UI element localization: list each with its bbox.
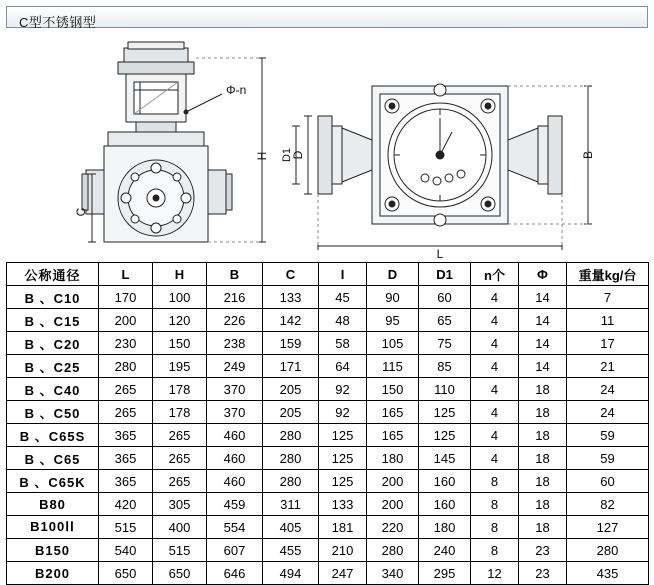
cell-C: 455: [263, 539, 319, 562]
cell-B: 249: [207, 355, 263, 378]
column-header-B: B: [207, 263, 263, 286]
column-header-weight: 重量kg/台: [567, 263, 649, 286]
table-row: [7, 470, 649, 493]
cell-C: 159: [263, 332, 319, 355]
cell-model: B 、C50: [7, 401, 99, 424]
technical-drawing: [0, 28, 654, 260]
cell-model: B 、C40: [7, 378, 99, 401]
cell-D1: 160: [419, 493, 471, 516]
cell-weight: 82: [567, 493, 649, 516]
cell-L: 170: [99, 286, 153, 309]
cell-n: 4: [471, 378, 519, 401]
cell-H: 265: [153, 424, 207, 447]
cell-L: 515: [99, 516, 153, 539]
cell-weight: 127: [567, 516, 649, 539]
cell-C: 205: [263, 378, 319, 401]
cell-D: 180: [367, 447, 419, 470]
cell-C: 311: [263, 493, 319, 516]
cell-B: 238: [207, 332, 263, 355]
column-header-D: D: [367, 263, 419, 286]
cell-D1: 125: [419, 401, 471, 424]
label-B: B: [581, 150, 595, 160]
cell-B: 460: [207, 447, 263, 470]
cell-H: 265: [153, 470, 207, 493]
cell-D1: 160: [419, 470, 471, 493]
cell-H: 120: [153, 309, 207, 332]
cell-n: 4: [471, 309, 519, 332]
cell-H: 400: [153, 516, 207, 539]
cell-B: 646: [207, 562, 263, 585]
cell-weight: 24: [567, 378, 649, 401]
cell-weight: 60: [567, 470, 649, 493]
cell-phi: 18: [519, 378, 567, 401]
table-row: [7, 539, 649, 562]
cell-I: 210: [319, 539, 367, 562]
cell-C: 142: [263, 309, 319, 332]
cell-D: 200: [367, 470, 419, 493]
table-row: [7, 516, 649, 539]
cell-weight: 11: [567, 309, 649, 332]
cell-I: 92: [319, 401, 367, 424]
cell-B: 370: [207, 378, 263, 401]
cell-D1: 295: [419, 562, 471, 585]
cell-model: B200: [7, 562, 99, 585]
table-row: [7, 378, 649, 401]
cell-B: 460: [207, 424, 263, 447]
cell-I: 247: [319, 562, 367, 585]
cell-D1: 240: [419, 539, 471, 562]
cell-n: 12: [471, 562, 519, 585]
cell-B: 554: [207, 516, 263, 539]
cell-model: B80: [7, 493, 99, 516]
right-view: [292, 84, 592, 250]
cell-model: B150: [7, 539, 99, 562]
cell-H: 305: [153, 493, 207, 516]
cell-C: 280: [263, 424, 319, 447]
cell-L: 650: [99, 562, 153, 585]
cell-phi: 14: [519, 309, 567, 332]
cell-B: 459: [207, 493, 263, 516]
cell-D1: 145: [419, 447, 471, 470]
cell-phi: 14: [519, 286, 567, 309]
cell-I: 64: [319, 355, 367, 378]
cell-model: B100ⅠⅠ: [7, 516, 99, 539]
table-row: [7, 355, 649, 378]
cell-D1: 125: [419, 424, 471, 447]
cell-D: 165: [367, 424, 419, 447]
table-row: [7, 401, 649, 424]
cell-C: 280: [263, 470, 319, 493]
cell-I: 92: [319, 378, 367, 401]
cell-phi: 14: [519, 355, 567, 378]
column-header-phi: Φ: [519, 263, 567, 286]
cell-H: 515: [153, 539, 207, 562]
cell-model: B 、C20: [7, 332, 99, 355]
cell-D: 220: [367, 516, 419, 539]
cell-I: 181: [319, 516, 367, 539]
cell-C: 494: [263, 562, 319, 585]
cell-n: 8: [471, 470, 519, 493]
cell-C: 205: [263, 401, 319, 424]
cell-weight: 7: [567, 286, 649, 309]
left-view: [82, 42, 266, 242]
cell-D: 150: [367, 378, 419, 401]
label-H: H: [255, 151, 269, 161]
cell-D1: 180: [419, 516, 471, 539]
cell-C: 405: [263, 516, 319, 539]
cell-model: B 、C65: [7, 447, 99, 470]
cell-phi: 23: [519, 562, 567, 585]
cell-phi: 18: [519, 424, 567, 447]
column-header-n: n个: [471, 263, 519, 286]
cell-weight: 21: [567, 355, 649, 378]
title-bar: [6, 6, 648, 28]
label-C: C: [74, 207, 88, 217]
label-phi-n: Φ-n: [226, 83, 247, 97]
cell-model: B 、C15: [7, 309, 99, 332]
cell-I: 45: [319, 286, 367, 309]
cell-phi: 18: [519, 470, 567, 493]
cell-L: 265: [99, 378, 153, 401]
cell-weight: 280: [567, 539, 649, 562]
cell-B: 370: [207, 401, 263, 424]
cell-B: 607: [207, 539, 263, 562]
column-header-C: C: [263, 263, 319, 286]
cell-H: 265: [153, 447, 207, 470]
cell-n: 4: [471, 424, 519, 447]
cell-L: 200: [99, 309, 153, 332]
cell-weight: 59: [567, 447, 649, 470]
cell-D1: 75: [419, 332, 471, 355]
cell-L: 365: [99, 447, 153, 470]
cell-weight: 17: [567, 332, 649, 355]
cell-L: 230: [99, 332, 153, 355]
cell-L: 365: [99, 470, 153, 493]
cell-C: 280: [263, 447, 319, 470]
table-row: [7, 286, 649, 309]
cell-n: 4: [471, 447, 519, 470]
cell-n: 4: [471, 286, 519, 309]
table-row: [7, 447, 649, 470]
table-row: [7, 424, 649, 447]
cell-I: 133: [319, 493, 367, 516]
column-header-nominal-diameter: 公称通径: [7, 263, 99, 286]
cell-D1: 60: [419, 286, 471, 309]
cell-n: 8: [471, 493, 519, 516]
cell-n: 4: [471, 355, 519, 378]
table-row: [7, 562, 649, 585]
cell-phi: 18: [519, 493, 567, 516]
cell-model: B 、C65S: [7, 424, 99, 447]
cell-D1: 65: [419, 309, 471, 332]
cell-D: 115: [367, 355, 419, 378]
cell-D: 90: [367, 286, 419, 309]
table-header-row: [7, 263, 649, 286]
cell-weight: 59: [567, 424, 649, 447]
cell-D: 95: [367, 309, 419, 332]
cell-I: 48: [319, 309, 367, 332]
cell-n: 8: [471, 516, 519, 539]
cell-model: B 、C25: [7, 355, 99, 378]
cell-D: 105: [367, 332, 419, 355]
cell-D1: 110: [419, 378, 471, 401]
cell-B: 216: [207, 286, 263, 309]
cell-B: 460: [207, 470, 263, 493]
label-D1: D1: [281, 147, 293, 163]
cell-n: 4: [471, 332, 519, 355]
cell-phi: 18: [519, 401, 567, 424]
table-row: [7, 332, 649, 355]
cell-D: 340: [367, 562, 419, 585]
cell-H: 178: [153, 378, 207, 401]
spec-table-wrapper: [6, 262, 648, 585]
cell-L: 280: [99, 355, 153, 378]
cell-n: 8: [471, 539, 519, 562]
label-L: L: [436, 247, 444, 260]
cell-phi: 23: [519, 539, 567, 562]
column-header-I: I: [319, 263, 367, 286]
cell-phi: 14: [519, 332, 567, 355]
column-header-D1: D1: [419, 263, 471, 286]
cell-D: 200: [367, 493, 419, 516]
cell-weight: 24: [567, 401, 649, 424]
cell-model: B 、C65K: [7, 470, 99, 493]
cell-H: 100: [153, 286, 207, 309]
drawing-svg: [0, 28, 654, 260]
cell-H: 195: [153, 355, 207, 378]
cell-C: 133: [263, 286, 319, 309]
cell-n: 4: [471, 401, 519, 424]
column-header-H: H: [153, 263, 207, 286]
cell-L: 365: [99, 424, 153, 447]
table-row: [7, 309, 649, 332]
table-row: [7, 493, 649, 516]
cell-weight: 435: [567, 562, 649, 585]
cell-L: 265: [99, 401, 153, 424]
cell-L: 420: [99, 493, 153, 516]
cell-D: 165: [367, 401, 419, 424]
cell-D: 280: [367, 539, 419, 562]
cell-I: 125: [319, 470, 367, 493]
cell-H: 150: [153, 332, 207, 355]
cell-D1: 85: [419, 355, 471, 378]
cell-B: 226: [207, 309, 263, 332]
cell-phi: 18: [519, 516, 567, 539]
page-title: C型不锈钢型: [19, 15, 97, 30]
cell-H: 178: [153, 401, 207, 424]
cell-L: 540: [99, 539, 153, 562]
cell-I: 125: [319, 447, 367, 470]
cell-I: 125: [319, 424, 367, 447]
cell-H: 650: [153, 562, 207, 585]
spec-table: [6, 262, 649, 585]
cell-phi: 18: [519, 447, 567, 470]
label-D: D: [291, 150, 305, 160]
cell-I: 58: [319, 332, 367, 355]
cell-C: 171: [263, 355, 319, 378]
column-header-L: L: [99, 263, 153, 286]
cell-model: B 、C10: [7, 286, 99, 309]
